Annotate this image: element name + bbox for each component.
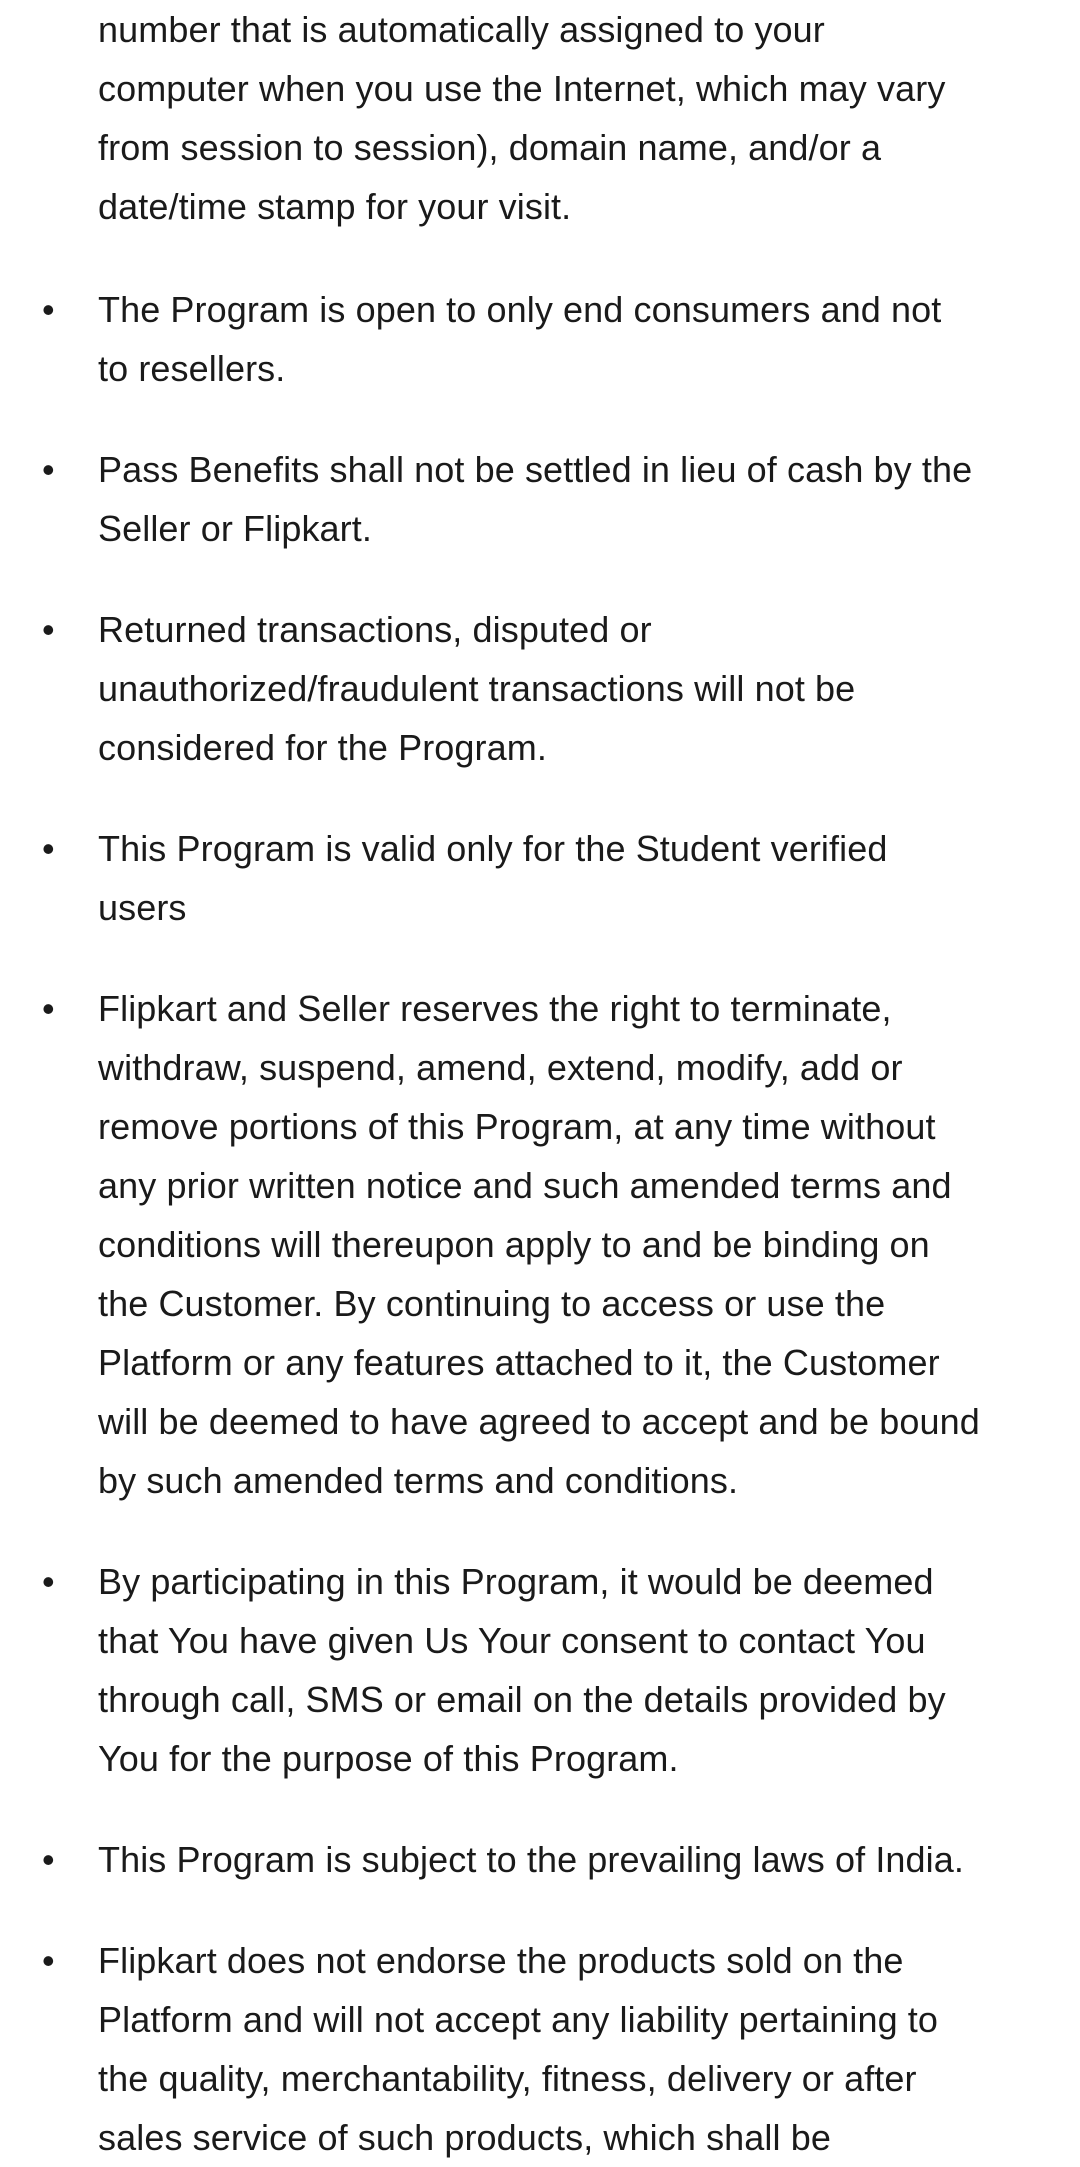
list-item xyxy=(0,440,1040,558)
list-item xyxy=(0,1830,1040,1889)
list-item-text: This Program is subject to the prevailing laws of India. xyxy=(98,1839,964,1880)
list-item-text: By participating in this Program, it would be deemed that You have given Us Your consent to contact You through call, SMS or email on the details provided by You for the purpose of this Program. xyxy=(98,1561,946,1779)
list-item-text: Flipkart does not endorse the products sold on the Platform and will not accept any liability pertaining to the quality, merchantability, fitness, delivery or after sales service of such products, which shall be xyxy=(98,1940,939,2158)
list-item xyxy=(0,819,1040,937)
list-item-text: Flipkart and Seller reserves the right to terminate, withdraw, suspend, amend, extend, modify, add or remove portions of this Program, at any time without any prior written notice and such amended terms and conditions will thereupon apply to and be binding on the Customer. By continuing to access or use the Platform or any features attached to it, the Customer will be deemed to have agreed to accept and be bound by such amended terms and conditions. xyxy=(98,988,980,1501)
list-item-text: Returned transactions, disputed or unauthorized/fraudulent transactions will not be considered for the Program. xyxy=(98,609,856,768)
list-item xyxy=(0,280,1040,398)
bullet-icon: • xyxy=(42,828,55,869)
terms-bullet-list xyxy=(0,280,1040,2167)
bullet-icon: • xyxy=(42,449,55,490)
list-item xyxy=(0,1931,1040,2167)
list-item-text: The Program is open to only end consumers and not to resellers. xyxy=(98,289,942,389)
continued-paragraph: number that is automatically assigned to your computer when you use the Internet, which may vary from session to session), domain name, and/or a date/time stamp for your visit. xyxy=(98,9,946,227)
bullet-icon: • xyxy=(42,1561,55,1602)
bullet-icon: • xyxy=(42,289,55,330)
list-item-text: This Program is valid only for the Student verified users xyxy=(98,828,888,928)
bullet-icon: • xyxy=(42,609,55,650)
bullet-icon: • xyxy=(42,1940,55,1981)
list-item xyxy=(0,600,1040,777)
bullet-icon: • xyxy=(42,1839,55,1880)
list-item xyxy=(0,1552,1040,1788)
bullet-icon: • xyxy=(42,988,55,1029)
list-item xyxy=(0,979,1040,1510)
list-item-text: Pass Benefits shall not be settled in lieu of cash by the Seller or Flipkart. xyxy=(98,449,973,549)
